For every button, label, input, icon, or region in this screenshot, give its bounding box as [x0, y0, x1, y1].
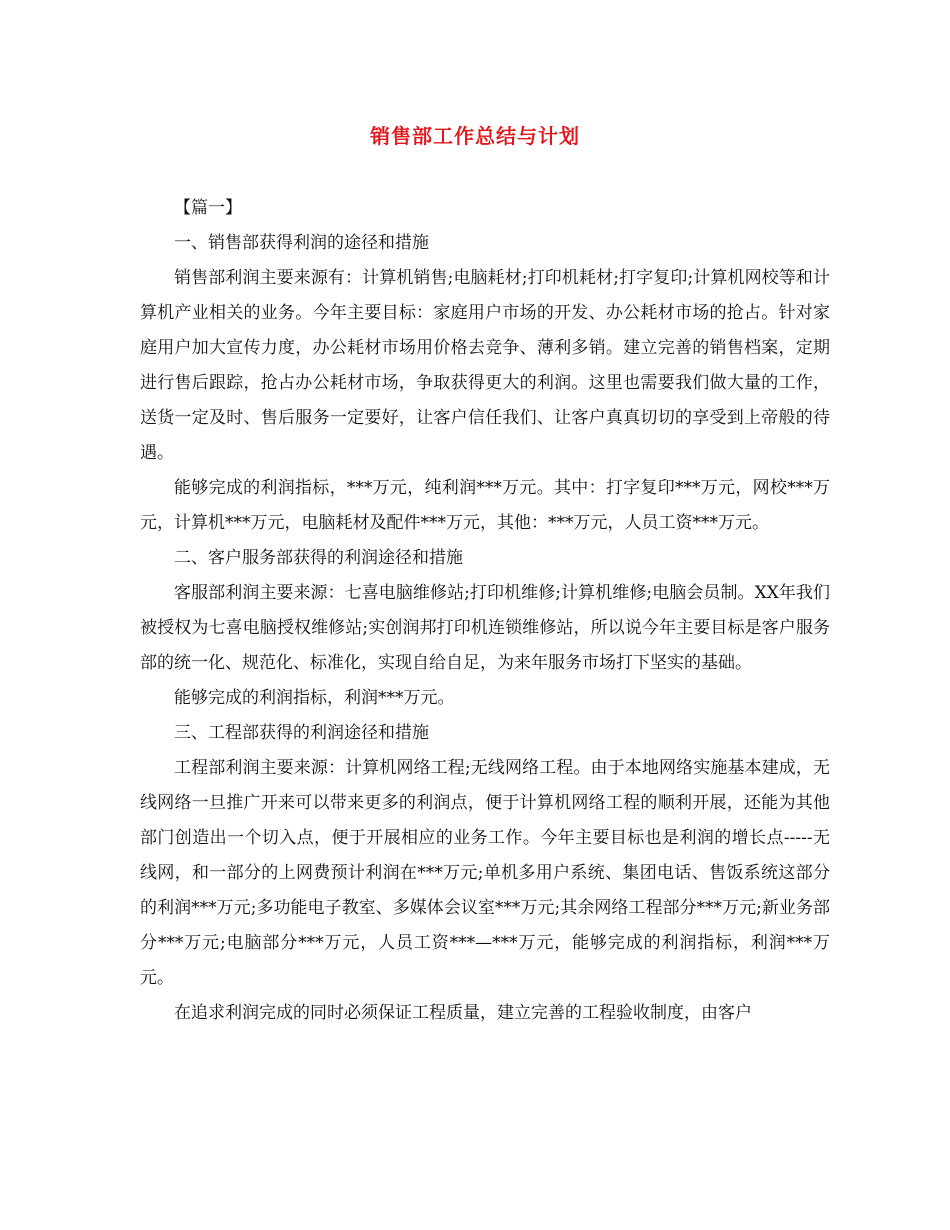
heading-customer-service: 二、客户服务部获得的利润途径和措施 [174, 548, 463, 568]
paragraph: 能够完成的利润指标，***万元，纯利润***万元。其中：打字复印***万元，网校***万元，计算机***万元，电脑耗材及配件***万元，其他：***万元，人员工资***万元。 [140, 478, 830, 533]
paragraph: 在追求利润完成的同时必须保证工程质量，建立完善的工程验收制度，由客户 [174, 1003, 752, 1023]
paragraph: 销售部利润主要来源有：计算机销售;电脑耗材;打印机耗材;打字复印;计算机网校等和计算机产业相关的业务。今年主要目标：家庭用户市场的开发、办公耗材市场的抢占。针对家庭用户加大宣传力度，办公耗材市场用价格去竞争、薄利多销。建立完善的销售档案，定期进行售后跟踪，抢占办公耗材市场，争取获得更大的利润。这里也需要我们做大量的工作，送货一定及时、售后服务一定要好，让客户信任我们、让客户真真切切的享受到上帝般的待遇。 [140, 268, 830, 463]
document-title: 销售部工作总结与计划 [370, 124, 580, 148]
document-body [140, 191, 830, 1031]
paragraph: 能够完成的利润指标，利润***万元。 [174, 688, 455, 708]
heading-engineering: 三、工程部获得的利润途径和措施 [174, 723, 429, 743]
heading-sales: 一、销售部获得利润的途径和措施 [174, 233, 429, 253]
paragraph: 客服部利润主要来源：七喜电脑维修站;打印机维修;计算机维修;电脑会员制。XX年我们被授权为七喜电脑授权维修站;实创润邦打印机连锁维修站，所以说今年主要目标是客户服务部的统一化、规范化、标准化，实现自给自足，为来年服务市场打下坚实的基础。 [140, 583, 830, 673]
paragraph: 工程部利润主要来源：计算机网络工程;无线网络工程。由于本地网络实施基本建成，无线网络一旦推广开来可以带来更多的利润点，便于计算机网络工程的顺利开展，还能为其他部门创造出一个切入点，便于开展相应的业务工作。今年主要目标也是利润的增长点-----无线网，和一部分的上网费预计利润在***万元;单机多用户系统、集团电话、售饭系统这部分的利润***万元;多功能电子教室、多媒体会议室***万元;其余网络工程部分***万元;新业务部分***万元;电脑部分***万元，人员工资***—***万元，能够完成的利润指标，利润***万元。 [140, 758, 830, 988]
section-label: 【篇一】 [174, 198, 242, 218]
